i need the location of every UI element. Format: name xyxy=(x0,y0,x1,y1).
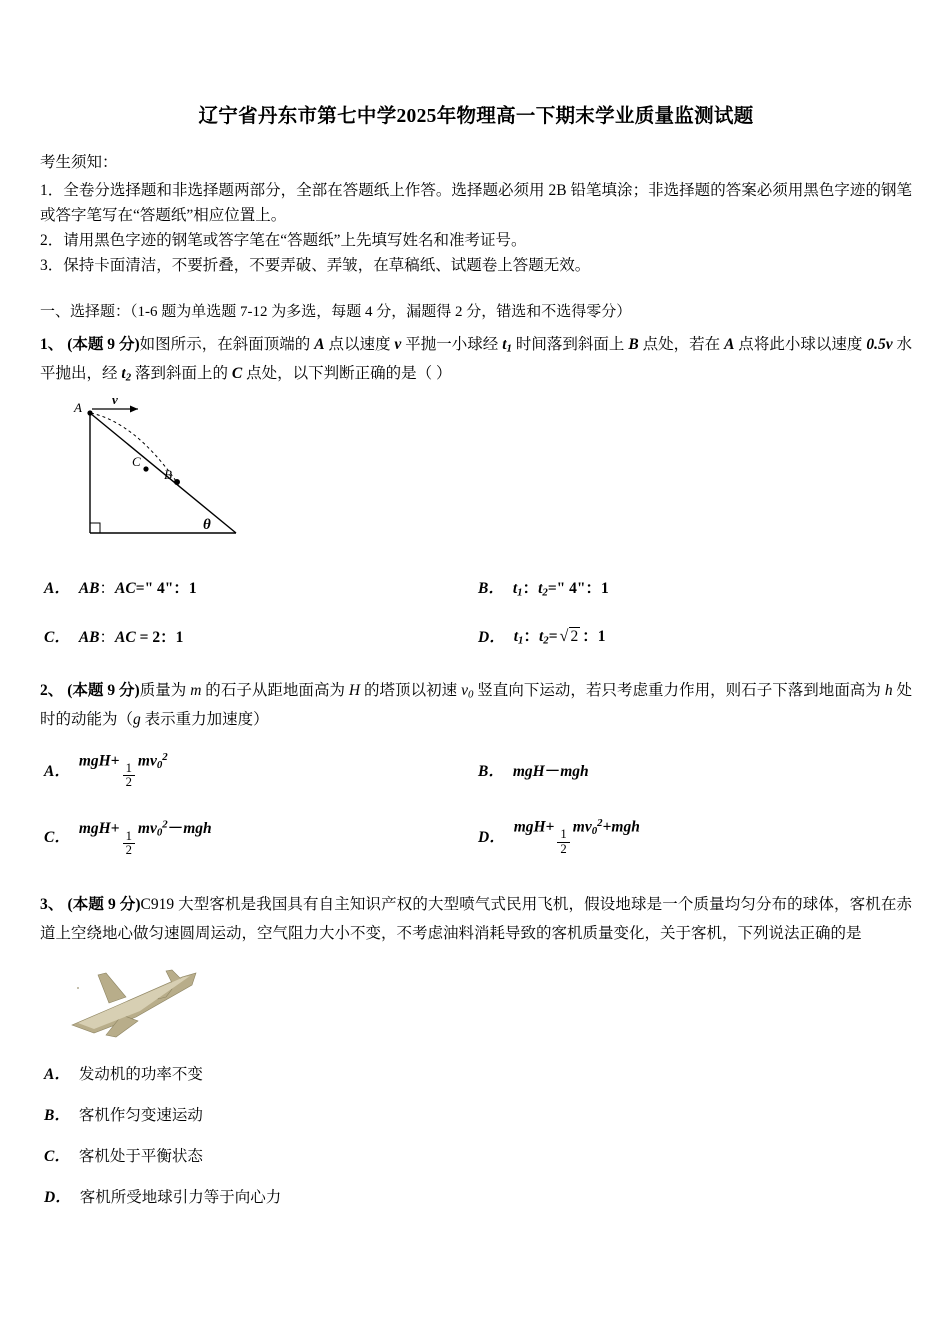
question-3-text: C919 大型客机是我国具有自主知识产权的大型喷气式民用飞机，假设地球是一个质量均匀分布的球体，客机在赤道上空绕地心做匀速圆周运动，空气阻力大小不变，不考虑油料消耗导致的客机质量变化，关于客机，下列说法正确的是 xyxy=(40,896,913,942)
section-heading-choice: 一、选择题：（1-6 题为单选题 7-12 为多选，每题 4 分，漏题得 2 分，错选和不选得零分） xyxy=(40,304,632,321)
question-3-option-B[interactable] xyxy=(44,1103,912,1125)
notice-line-1: 1．全卷分选择题和非选择题两部分，全部在答题纸上作答。选择题必须用 2B 铅笔填涂；非选择题的答案必须用黑色字迹的钢笔或答字笔写在“答题纸”相应位置上。 xyxy=(40,182,912,225)
question-1-number: 1、 xyxy=(40,336,64,354)
projectile-incline-svg xyxy=(60,395,280,555)
question-2-text: 质量为 m 的石子从距地面高为 H 的塔顶以初速 $v_0$ 竖直向下运动，若只考虑重力作用，则石子下落到地面高为 h 处时的动能为（g 表示重力加速度） xyxy=(40,682,912,728)
question-1-var-B: B xyxy=(628,336,639,354)
question-1-option-B[interactable] xyxy=(478,576,912,599)
question-2-option-D-text: mgH+ $\frac{1}{2}$ $mv_0^2+mgh$ xyxy=(513,816,640,856)
question-3-option-D[interactable] xyxy=(44,1185,912,1207)
notice-heading: 考生须知： xyxy=(40,154,118,171)
question-3-score-tag: (本题 9 分) xyxy=(67,896,141,914)
figure-label-C: C xyxy=(132,453,141,469)
question-1-option-B-label: B． xyxy=(478,580,504,598)
airplane-figure xyxy=(54,963,912,1046)
question-1-text-2: 点以速度 xyxy=(324,336,395,354)
question-1-option-A-text: AB：AC=" 4"：1 xyxy=(78,580,197,598)
question-3 xyxy=(40,891,912,1206)
question-1-text-5: 点处，若在 xyxy=(638,336,725,354)
notice-line-3: 3．保持卡面清洁，不要折叠，不要弄破、弄皱，在草稿纸、试题卷上答题无效。 xyxy=(40,257,591,275)
question-1-text-8: 落到斜面上的 xyxy=(131,365,232,383)
question-2-options xyxy=(44,751,912,858)
question-1-text-1: 如图所示，在斜面顶端的 xyxy=(139,336,315,354)
question-1-option-C-text: AB：AC = 2：1 xyxy=(78,628,184,646)
question-1-var-t1-sub: 1 xyxy=(506,343,512,356)
projectile-incline-figure xyxy=(60,395,912,560)
figure-label-v: v xyxy=(112,394,118,407)
question-1-var-A2: A xyxy=(724,336,735,354)
question-1-stem xyxy=(40,331,912,388)
question-2-option-A[interactable] xyxy=(44,751,478,790)
question-1-option-A[interactable] xyxy=(44,576,478,599)
question-1-option-D-text: $t_1$：$t_2=$ √ 2 ：1 xyxy=(514,624,606,647)
question-1-option-A-label: A． xyxy=(44,580,70,598)
question-3-option-B-label: B． xyxy=(44,1106,70,1124)
question-3-option-A[interactable] xyxy=(44,1062,912,1084)
question-2-score-tag: (本题 9 分) xyxy=(67,682,140,700)
question-1-var-C: C xyxy=(231,365,243,383)
question-1-var-half-v: 0.5v xyxy=(866,336,893,354)
question-2-option-B-text: mgH－mgh xyxy=(512,763,589,781)
question-3-option-C[interactable] xyxy=(44,1144,912,1166)
question-1-option-D[interactable] xyxy=(478,624,912,647)
question-1-var-t2-sub: 2 xyxy=(125,371,132,384)
question-1-var-t1: t xyxy=(502,336,507,354)
figure-label-theta: θ xyxy=(203,516,211,533)
question-2-option-B-label: B． xyxy=(478,763,504,781)
question-1-options xyxy=(44,576,912,647)
question-1-text-7: 水平抛出，经 xyxy=(40,336,912,383)
question-1-option-B-text: $t_1$：$t_2=$" 4"：1 xyxy=(512,579,609,599)
question-3-option-A-text: 发动机的功率不变 xyxy=(78,1065,203,1083)
question-1 xyxy=(40,331,912,647)
question-2-option-C-label: C． xyxy=(44,829,70,847)
question-3-stem xyxy=(40,891,912,948)
question-2 xyxy=(40,677,912,857)
question-1-option-D-label: D． xyxy=(478,628,505,646)
question-3-option-C-text: 客机处于平衡状态 xyxy=(78,1147,203,1165)
question-3-option-A-label: A． xyxy=(44,1065,70,1083)
notice-line-2: 2．请用黑色字迹的钢笔或答字笔在“答题纸”上先填写姓名和准考证号。 xyxy=(40,232,527,250)
question-2-option-D-label: D． xyxy=(478,829,505,847)
question-3-option-B-text: 客机作匀变速运动 xyxy=(78,1106,203,1124)
question-3-number: 3、 xyxy=(40,896,64,914)
question-1-var-A: A xyxy=(314,336,325,354)
question-2-option-C-text: mgH+ $\frac{1}{2}$ $mv_0^2-mgh$ xyxy=(78,818,212,857)
question-1-score-tag: (本题 9 分) xyxy=(67,336,140,354)
question-3-option-D-label: D． xyxy=(44,1188,71,1206)
figure-label-B: B xyxy=(164,466,172,482)
question-1-text-6: 点将此小球以速度 xyxy=(734,336,867,354)
question-1-text-9: 点处，以下判断正确的是（ ） xyxy=(242,365,452,383)
figure-label-A: A xyxy=(74,399,82,415)
question-1-text-3: 平抛一小球经 xyxy=(401,336,503,354)
question-2-option-C[interactable] xyxy=(44,816,478,858)
question-2-option-D[interactable] xyxy=(478,816,912,858)
airplane-icon xyxy=(54,963,214,1041)
question-3-option-C-label: C． xyxy=(44,1147,70,1165)
question-2-option-B[interactable] xyxy=(478,751,912,790)
question-1-option-C[interactable] xyxy=(44,624,478,647)
question-2-option-A-text: mgH+ $\frac{1}{2}$ $mv_0^2$ xyxy=(78,750,168,790)
page-title: 辽宁省丹东市第七中学2025年物理高一下期末学业质量监测试题 xyxy=(198,106,754,127)
question-1-option-C-label: C． xyxy=(44,628,70,646)
question-3-options xyxy=(44,1062,912,1207)
question-1-var-t2: t xyxy=(121,365,126,383)
question-2-number: 2、 xyxy=(40,682,64,700)
question-1-text-4: 时间落到斜面上 xyxy=(511,336,629,354)
question-2-stem xyxy=(40,677,912,734)
question-1-var-v: v xyxy=(394,336,402,354)
document-content xyxy=(40,100,912,1226)
question-3-option-D-text: 客机所受地球引力等于向心力 xyxy=(79,1188,282,1206)
question-2-option-A-label: A． xyxy=(44,763,70,781)
